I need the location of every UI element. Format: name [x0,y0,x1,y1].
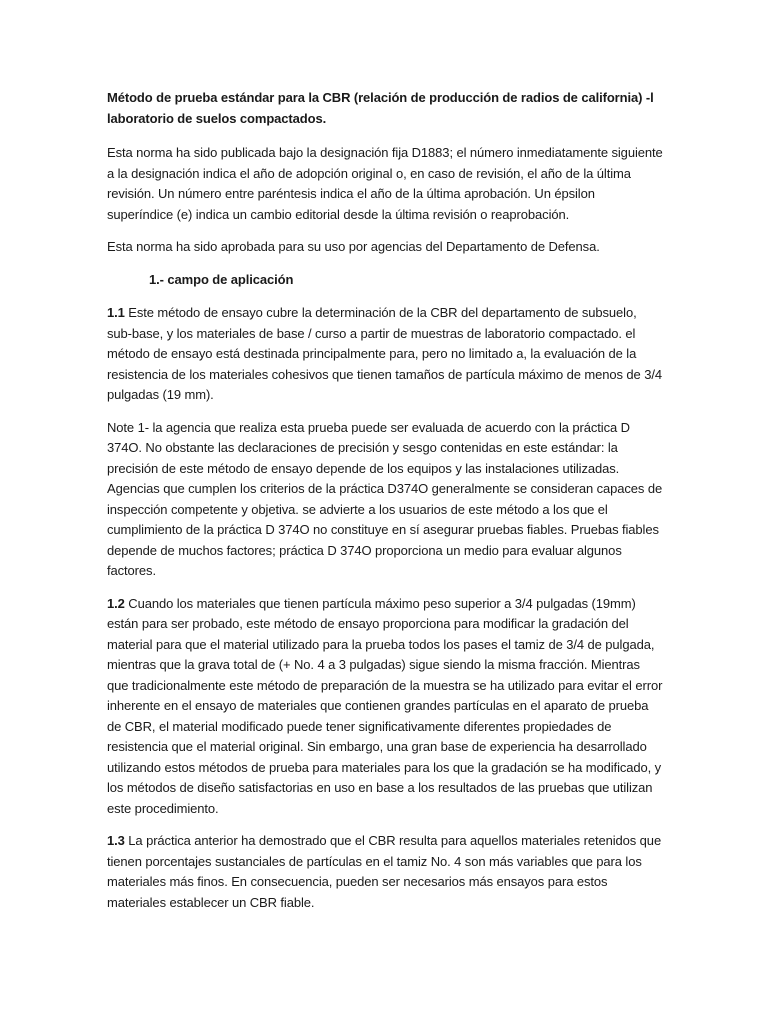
section-1-1-number: 1.1 [107,305,125,320]
section-heading: 1.- campo de aplicación [149,271,294,287]
section-1-2-number: 1.2 [107,595,125,611]
section-1-3-text: La práctica anterior ha demostrado que el CBR resulta para aquellos materiales retenidos que tienen porcentajes sustanciales de partículas en el tamiz No. 4 son más variables que para los materiales más finos. En consecuencia, pueden ser necesarios más ensayos para estos materiales establecer un CBR fiable. [107,833,662,910]
intro-paragraph-2: Esta norma ha sido aprobada para su uso por agencias del Departamento de Defensa. [107,239,600,254]
document-page [107,88,663,925]
intro-paragraph-1: Esta norma ha sido publicada bajo la designación fija D1883; el número inmediatamente siguiente a la designación indica el año de adopción original o, en caso de revisión, el año de la última revisión. Un número entre paréntesis indica el año de la última aprobación. Un épsilon superíndice (e) indica un cambio editorial desde la última revisión o reaprobación. [107,145,663,222]
section-1-3 [107,831,663,913]
section-1-1-text: Este método de ensayo cubre la determinación de la CBR del departamento de subsuelo, sub-base, y los materiales de base / curso a partir de muestras de laboratorio compactado. el método de ensayo está destinada principalmente para, pero no limitado a, la evaluación de la resistencia de los materiales cohesivos que tienen tamaños de partícula máximo de menos de 3/4 pulgadas (19 mm). [107,305,662,402]
document-title: Método de prueba estándar para la CBR (relación de producción de radios de california) -l laboratorio de suelos compactados. [107,90,654,126]
section-1-1 [107,303,663,406]
section-1-3-number: 1.3 [107,833,125,848]
note-1: Note 1- la agencia que realiza esta prueba puede ser evaluada de acuerdo con la práctica D 374O. No obstante las declaraciones de precisión y sesgo contenidas en este estándar: la precisión de este método de ensayo depende de los equipos y las instalaciones utilizadas. Agencias que cumplen los criterios de la práctica D374O generalmente se consideran capaces de inspección competente y objetiva. se advierte a los usuarios de este método a los que el cumplimiento de la práctica D 374O no constituye en sí asegurar pruebas fiables. Pruebas fiables depende de muchos factores; práctica D 374O proporciona un medio para evaluar algunos factores. [107,419,663,578]
section-1-2-text: Cuando los materiales que tienen partícula máximo peso superior a 3/4 pulgadas (19mm) están para ser probado, este método de ensayo proporciona para modificar la gradación del material para que el material utilizado para la prueba todos los pases el tamiz de 3/4 de pulgada, mientras que la grava total de (+ No. 4 a 3 pulgadas) sigue siendo la misma fracción. Mientras que tradicionalmente este método de preparación de la muestra se ha utilizado para evitar el error inherente en el ensayo de materiales que contienen grandes partículas en el aparato de prueba de CBR, el material modificado puede tener significativamente diferentes propiedades de resistencia que el material original. Sin embargo, una gran base de experiencia ha desarrollado utilizando estos métodos de prueba para materiales para los que la gradación se ha modificado, y los métodos de diseño satisfactorias en uso en base a los resultados de las pruebas que utilizan este procedimiento. [107,595,663,816]
section-1-2 [107,594,663,820]
